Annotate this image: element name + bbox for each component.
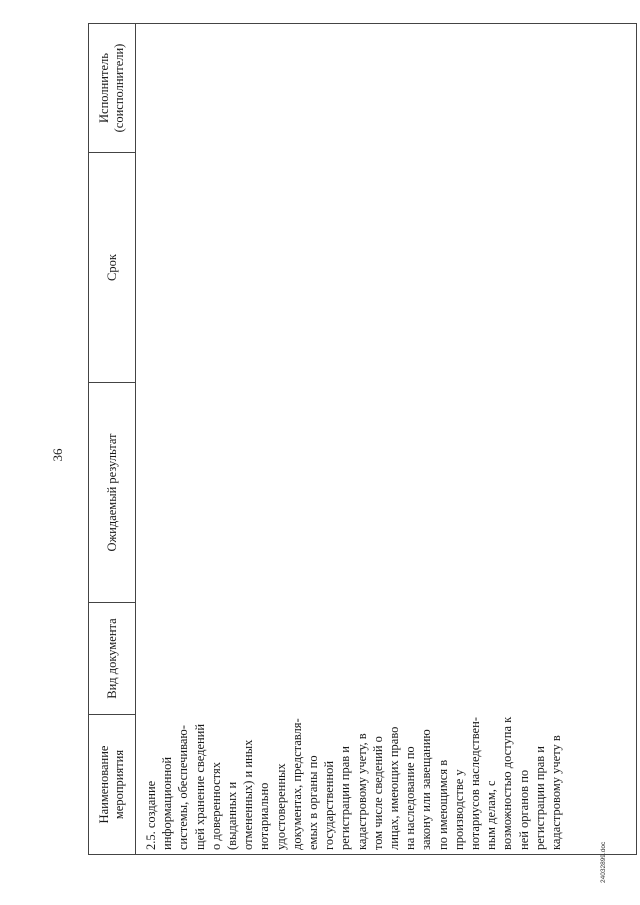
measure-text-line: ней органов по bbox=[516, 769, 531, 850]
measure-text-line: удостоверенных bbox=[273, 763, 288, 850]
header-document-type: Вид документа bbox=[89, 602, 135, 714]
measure-text-line: государственной bbox=[322, 760, 337, 850]
measure-text-line: ным делам, с bbox=[484, 780, 499, 850]
executor-cell bbox=[136, 24, 636, 152]
measure-text-line: кадастровому учету в bbox=[549, 735, 564, 850]
header-expected-result: Ожидаемый результат bbox=[89, 382, 135, 602]
measure-text-line: отмененных) и иных bbox=[241, 739, 256, 850]
table-row bbox=[136, 24, 636, 854]
measure-text-line: информационной bbox=[160, 756, 175, 850]
measure-text-line: регистрации прав и bbox=[532, 746, 547, 850]
header-executor: Исполнитель (соисполнители) bbox=[97, 43, 126, 133]
measure-name-cell bbox=[136, 714, 636, 854]
measure-text-line: производстве у bbox=[451, 769, 466, 850]
deadline-cell bbox=[136, 152, 636, 382]
measure-text-line: документах, представля- bbox=[289, 718, 304, 850]
measure-text-line: нотариусов наследствен- bbox=[468, 717, 483, 850]
page-number: 36 bbox=[50, 448, 65, 462]
measure-text-line: о доверенностях bbox=[208, 762, 223, 850]
measure-text-line: кадастровому учету, в bbox=[354, 733, 369, 850]
measure-text-line: по имеющимся в bbox=[435, 759, 450, 850]
document-type-cell bbox=[136, 602, 636, 714]
measure-text-line: на наследование по bbox=[403, 746, 418, 850]
measure-text-line: емых в органы по bbox=[306, 755, 321, 850]
measure-text-line: 2.5. создание bbox=[144, 780, 158, 850]
expected-result-cell bbox=[136, 382, 636, 602]
measure-text-line: том числе сведений о bbox=[370, 736, 385, 850]
header-deadline: Срок bbox=[89, 152, 135, 382]
measure-text-line: (выданных и bbox=[225, 781, 240, 850]
table-header-row bbox=[89, 24, 136, 854]
footer-file-code: 24032899.doc bbox=[600, 841, 607, 883]
header-measure-name: Наименование мероприятия bbox=[89, 714, 135, 854]
measure-text-line: возможностью доступа к bbox=[500, 716, 515, 850]
measure-text-line: нотариально bbox=[257, 782, 272, 850]
measure-text-line: лицах, имеющих право bbox=[387, 726, 402, 850]
measure-text-line: закону или завещанию bbox=[419, 729, 434, 850]
measure-text-line: системы, обеспечиваю- bbox=[176, 725, 191, 850]
measure-text-line: регистрации прав и bbox=[338, 746, 353, 850]
measures-table bbox=[88, 23, 637, 855]
measure-text-line: щей хранение сведений bbox=[192, 723, 207, 850]
